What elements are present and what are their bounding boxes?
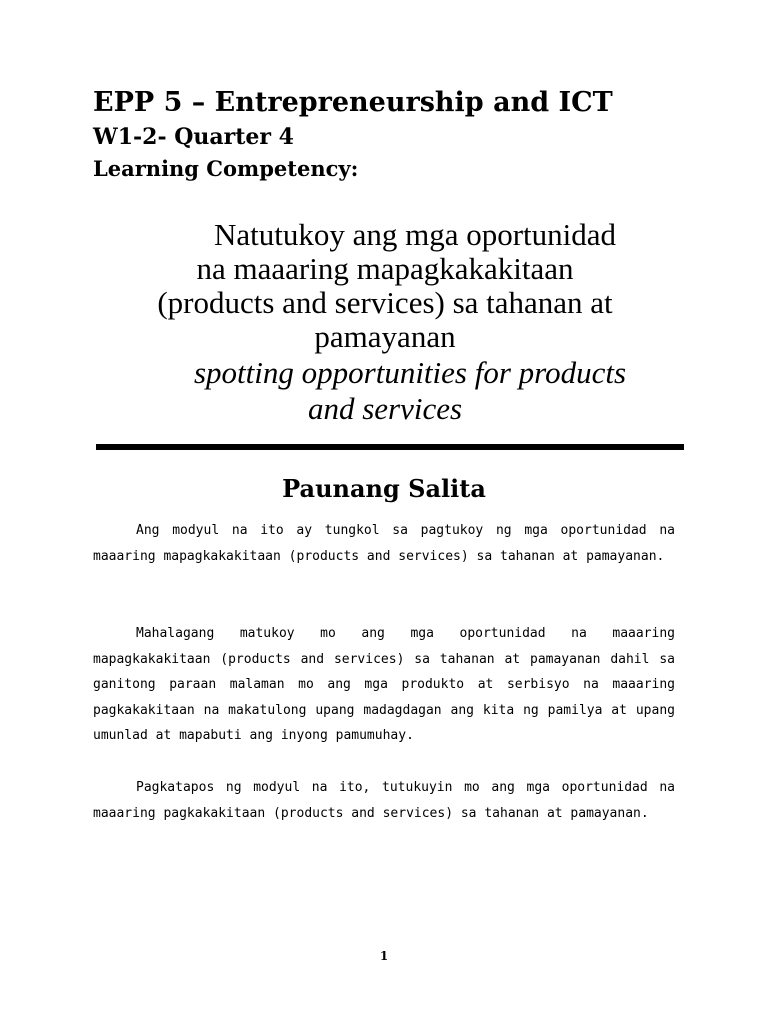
competency-filipino-line: pamayanan xyxy=(314,319,456,354)
paragraph: Mahalagang matukoy mo ang mga oportunidad na maaaring mapagkakakitaan (products and services) sa tahanan at pamayanan dahil sa ganitong paraan malaman mo ang mga produkto at serbisyo na maaaring pagkakakitaan na makatulong upang madagdagan ang kita ng pamilya at upang umunlad at mapabuti ang inyong pamumuhay. xyxy=(93,626,675,743)
paragraph: Pagkatapos ng modyul na ito, tutukuyin mo ang mga oportunidad na maaaring pagkakakitaan (products and services) sa tahanan at pamayanan. xyxy=(93,780,675,821)
competency-english-line: spotting opportunities for products xyxy=(193,355,627,390)
competency-filipino-line: na maaaring mapagkakakitaan xyxy=(196,251,574,286)
competency-filipino-line: (products and services) sa tahanan at xyxy=(157,285,613,320)
page-number: 1 xyxy=(379,949,389,963)
horizontal-divider xyxy=(96,444,684,450)
document-subtitle: W1-2- Quarter 4 xyxy=(93,124,294,150)
competency-english-line: and services xyxy=(307,391,463,426)
competency-english xyxy=(90,355,680,427)
competency-filipino-line: Natutukoy ang mga oportunidad xyxy=(213,217,617,252)
section-heading: Paunang Salita xyxy=(282,474,486,503)
document-title: EPP 5 – Entrepreneurship and ICT xyxy=(93,87,613,118)
paragraph: Ang modyul na ito ay tungkol sa pagtukoy ng mga oportunidad na maaaring mapagkakakitaan (products and services) sa tahanan at pamayanan. xyxy=(93,523,675,564)
competency-filipino xyxy=(90,218,680,354)
competency-label: Learning Competency: xyxy=(93,156,359,181)
